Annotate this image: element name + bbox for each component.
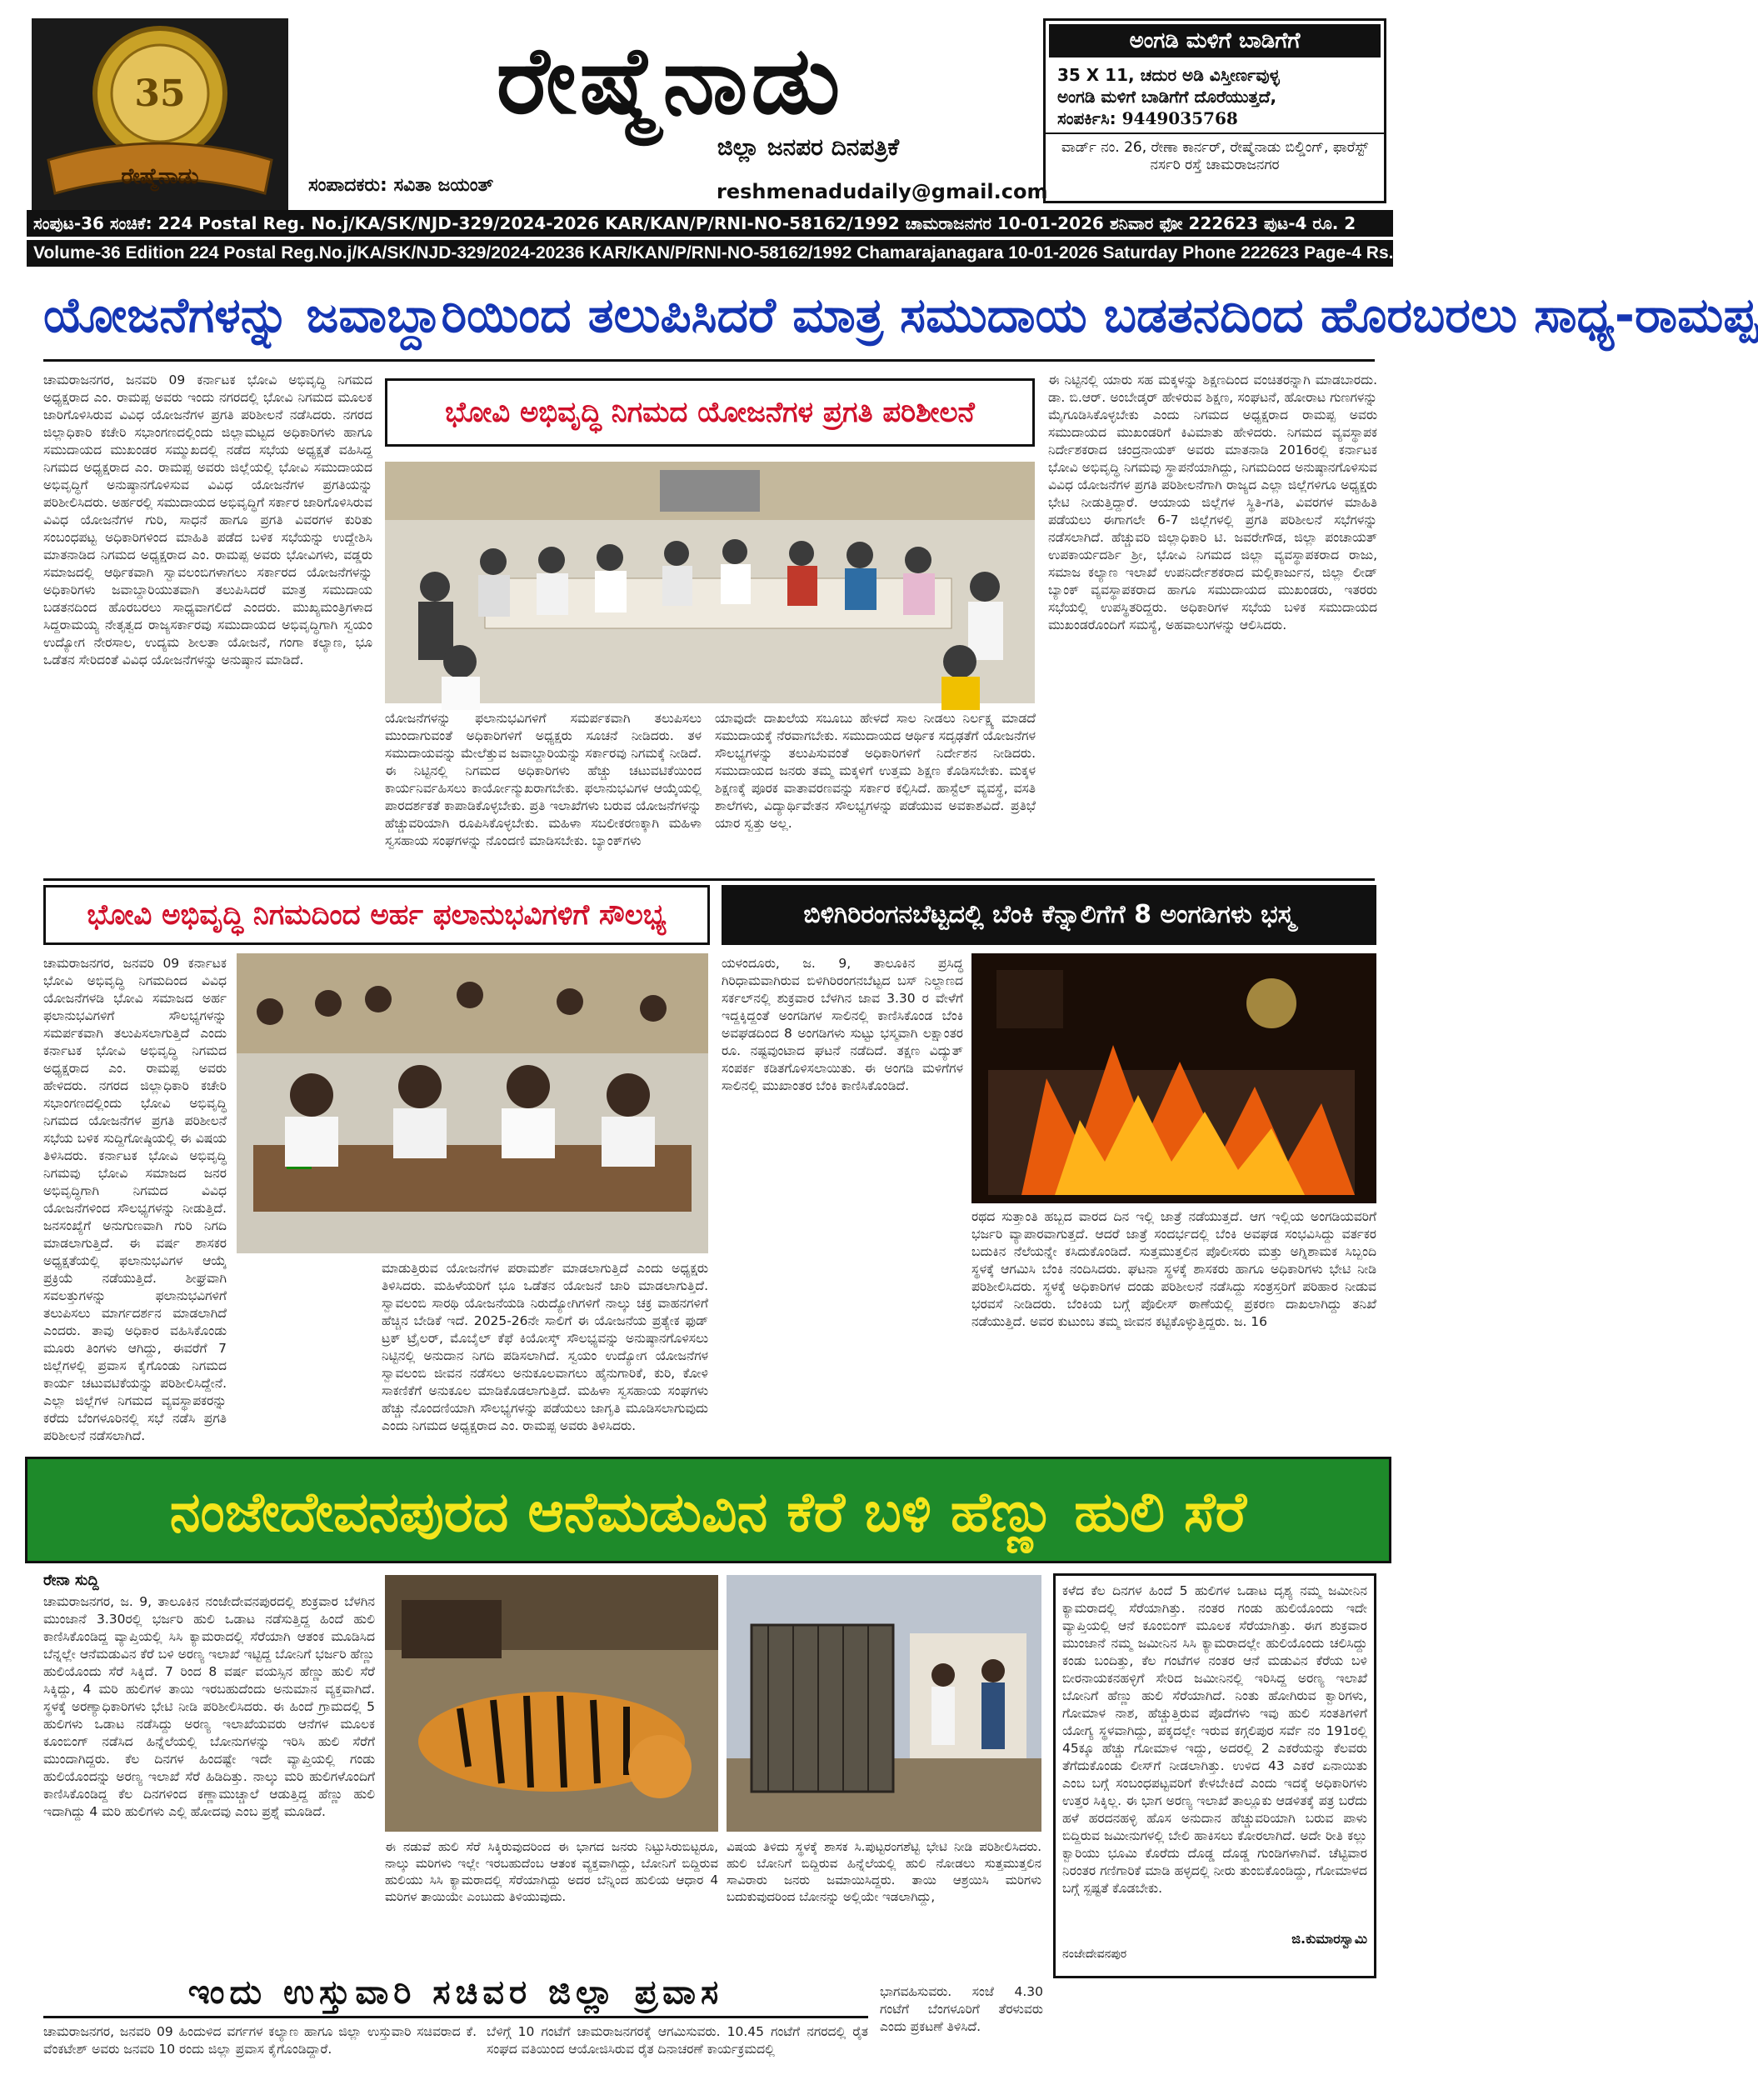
cage-transport-photo: [727, 1575, 1041, 1832]
ad-contact-row: [1057, 108, 1372, 129]
ad-line-2: ಅಂಗಡಿ ಮಳಿಗೆ ಬಾಡಿಗೆಗೆ ದೊರೆಯುತ್ತದೆ,: [1057, 87, 1277, 107]
meeting-photo: [385, 462, 1035, 703]
ad-line-1: 35 X 11, ಚದುರ ಅಡಿ ವಿಸ್ತೀರ್ಣವುಳ್ಳ: [1057, 65, 1280, 85]
emblem-ribbon-text: ರೇಷ್ಮೆನಾಡು: [121, 164, 199, 189]
story2-headline: ಭೋವಿ ಅಭಿವೃದ್ಧಿ ನಿಗಮದಿಂದ ಅರ್ಹ ಫಲಾನುಭವಿಗಳಿಗೆ ಸೌಲಭ್ಯ: [43, 885, 710, 945]
story3-headline: ಬಿಳಿಗಿರಿರಂಗನಬೆಟ್ಟದಲ್ಲಿ ಬೆಂಕಿ ಕೆನ್ನಾಲಿಗೆಗೆ 8 ಅಂಗಡಿಗಳು ಭಸ್ಮ: [722, 885, 1376, 945]
ad-contact-label: ಸಂಪರ್ಕಿಸಿ:: [1057, 108, 1116, 128]
lead-subheadline: ಭೋವಿ ಅಭಿವೃದ್ಧಿ ನಿಗಮದ ಯೋಜನೆಗಳ ಪ್ರಗತಿ ಪರಿಶೀಲನೆ: [385, 378, 1035, 447]
tiger-caption-2: ವಿಷಯ ತಿಳಿದು ಸ್ಥಳಕ್ಕೆ ಶಾಸಕ ಸಿ.ಪುಟ್ಟರಂಗಶೆಟ್ಟಿ ಭೇಟಿ ನೀಡಿ ಪರಿಶೀಲಿಸಿದರು. ಹುಲಿ ಬೋನಿಗೆ ಬಿದ್ದಿರುವ ಹಿನ್ನೆಲೆಯಲ್ಲಿ ಹುಲಿ ನೋಡಲು ಸುತ್ತಮುತ್ತಲಿನ ಸಾವಿರಾರು ಜನರು ಜಮಾಯಿಸಿದ್ದರು. ತಾಯಿ ಆಶ್ರಯಿಸಿ ಮರಿಗಳು ಬದುಕುವುದರಿಂದ ಬೋನನ್ನು ಅಲ್ಲಿಯೇ ಇಡಲಾಗಿದ್ದು,: [727, 1839, 1041, 1904]
minister-visit-headline: ಇಂದು ಉಸ್ತುವಾರಿ ಸಚಿವರ ಜಿಲ್ಲಾ ಪ್ರವಾಸ: [43, 1967, 868, 2018]
story2-column-2: ಮಾಡುತ್ತಿರುವ ಯೋಜನೆಗಳ ಪರಾಮರ್ಶೆ ಮಾಡಲಾಗುತ್ತಿದೆ ಎಂದು ಅಧ್ಯಕ್ಷರು ತಿಳಿಸಿದರು. ಮಹಿಳೆಯರಿಗೆ ಭೂ ಒಡೆತನ ಯೋಜನೆ ಜಾರಿ ಮಾಡಲಾಗುತ್ತಿದೆ. ಸ್ವಾವಲಂಬಿ ಸಾರಥಿ ಯೋಜನೆಯಡಿ ನಿರುದ್ಯೋಗಿಗಳಿಗೆ ನಾಲ್ಕು ಚಕ್ರ ವಾಹನಗಳಿಗೆ ಹೆಚ್ಚಿನ ಬೇಡಿಕೆ ಇದೆ. 2025-26ನೇ ಸಾಲಿಗೆ ಈ ಯೋಜನೆಯ ಪ್ರತ್ಯೇಕ ಫುಡ್ ಟ್ರಕ್ ಟ್ರೈಲರ್, ಮೊಬೈಲ್ ಕೆಫೆ ಕಿಯೋಸ್ಕ್ ಸೌಲಭ್ಯವನ್ನು ಅನುಷ್ಠಾನಗೊಳಿಸಲು ನಿಟ್ಟಿನಲ್ಲಿ ಅನುದಾನ ನಿಗದಿ ಪಡಿಸಲಾಗಿದೆ. ಸ್ವಯಂ ಉದ್ಯೋಗ ಯೋಜನೆಗಳ ಸ್ವಾವಲಂಬಿ ಜೀವನ ನಡೆಸಲು ಅನುಕೂಲವಾಗಲು ಹೈನುಗಾರಿಕೆ, ಕುರಿ, ಕೋಳಿ ಸಾಕಣಿಕೆಗೆ ಅನುಕೂಲ ಮಾಡಿಕೊಡಲಾಗುತ್ತಿದೆ. ಮಹಿಳಾ ಸ್ವಸಹಾಯ ಸಂಘಗಳು ಹೆಚ್ಚು ನೊಂದಣಿಯಾಗಿ ಸೌಲಭ್ಯಗಳನ್ನು ಪಡೆಯಲು ಜಾಗೃತಿ ಮೂಡಿಸಲಾಗುವುದು ಎಂದು ನಿಗಮದ ಅಧ್ಯಕ್ಷರಾದ ಎಂ. ರಾಮಪ್ಪ ಅವರು ತಿಳಿಸಿದರು.: [382, 1261, 708, 1433]
masthead-title: ರೇಷ್ಮೆನಾಡು: [496, 26, 844, 135]
story3-column-2: ರಥದ ಸುತ್ತಾಂತಿ ಹಬ್ಬದ ವಾರದ ದಿನ ಇಲ್ಲಿ ಜಾತ್ರೆ ನಡೆಯುತ್ತದೆ. ಆಗ ಇಲ್ಲಿಯ ಅಂಗಡಿಯವರಿಗೆ ಭರ್ಜರಿ ವ್ಯಾಪಾರವಾಗುತ್ತದೆ. ಆದರೆ ಜಾತ್ರೆ ಸಂದರ್ಭದಲ್ಲಿ ಬೆಂಕಿ ಅವಘಡ ಸಂಭವಿಸಿದ್ದು ವರ್ತಕರ ಬದುಕಿನ ನೆಲೆಯನ್ನೇ ಕಸಿದುಕೊಂಡಿದೆ. ಸುತ್ತಮುತ್ತಲಿನ ಪೊಲೀಸರು ಮತ್ತು ಅಗ್ನಿಶಾಮಕ ಸಿಬ್ಬಂದಿ ಸ್ಥಳಕ್ಕೆ ಆಗಮಿಸಿ ಬೆಂಕಿ ನಂದಿಸಿದರು. ಘಟನಾ ಸ್ಥಳಕ್ಕೆ ಶಾಸಕರು ಹಾಗೂ ಅಧಿಕಾರಿಗಳು ಭೇಟಿ ನೀಡಿ ಪರಿಶೀಲಿಸಿದರು. ಸ್ಥಳಕ್ಕೆ ಅಧಿಕಾರಿಗಳ ದಂಡು ಪರಿಶೀಲನೆ ನಡೆಸಿದ್ದು ಸಂತ್ರಸ್ತರಿಗೆ ಪರಿಹಾರ ನೀಡುವ ಭರವಸೆ ನೀಡಿದರು. ಬೆಂಕಿಯ ಬಗ್ಗೆ ಪೊಲೀಸ್ ಠಾಣೆಯಲ್ಲಿ ಪ್ರಕರಣ ದಾಖಲಾಗಿದ್ದು ತನಿಖೆ ನಡೆಯುತ್ತಿದೆ. ಅವರ ಕುಟುಂಬ ತಮ್ಮ ಜೀವನ ಕಟ್ಟಿಕೊಳ್ಳುತ್ತಿದ್ದರು. ಜ. 16: [971, 1209, 1376, 1329]
ad-phone[interactable]: 9449035768: [1121, 108, 1238, 128]
lead-column-4: ಈ ನಿಟ್ಟಿನಲ್ಲಿ ಯಾರು ಸಹ ಮಕ್ಕಳನ್ನು ಶಿಕ್ಷಣದಿಂದ ವಂಚಿತರನ್ನಾಗಿ ಮಾಡಬಾರದು. ಡಾ. ಬಿ.ಆರ್. ಅಂಬೇಡ್ಕರ್ ಹೇಳಿರುವ ಶಿಕ್ಷಣ, ಸಂಘಟನೆ, ಹೋರಾಟ ಗುಣಗಳನ್ನು ಮೈಗೂಡಿಸಿಕೊಳ್ಳಬೇಕು ಎಂದು ನಿಗಮದ ಅಧ್ಯಕ್ಷರಾದ ರಾಮಪ್ಪ ಅವರು ಸಮುದಾಯದ ಮುಖಂಡರಿಗೆ ಕಿವಿಮಾತು ಹೇಳಿದರು. ನಿಗಮದ ವ್ಯವಸ್ಥಾಪಕ ನಿರ್ದೇಶಕರಾದ ಚಂದ್ರನಾಯಕ್ ಅವರು ಮಾತನಾಡಿ 2016ರಲ್ಲಿ ಕರ್ನಾಟಕ ಭೋವಿ ಅಭಿವೃದ್ಧಿ ನಿಗಮವು ಸ್ಥಾಪನೆಯಾಗಿದ್ದು, ನಿಗಮದಿಂದ ಅನುಷ್ಠಾನಗೊಳಿಸುವ ವಿವಿಧ ಯೋಜನೆಗಳ ಪ್ರಗತಿ ಪರಿಶೀಲನೆಗಾಗಿ ರಾಜ್ಯದ ಎಲ್ಲಾ ಜಿಲ್ಲೆಗಳಿಗೂ ಅಧ್ಯಕ್ಷರು ಭೇಟಿ ನೀಡುತ್ತಿದ್ದಾರೆ. ಆಯಾಯ ಜಿಲ್ಲೆಗಳ ಸ್ಥಿತಿ-ಗತಿ, ವಿವರಗಳ ಮಾಹಿತಿ ಪಡೆಯಲು ಈಗಾಗಲೇ 6-7 ಜಿಲ್ಲೆಗಳಲ್ಲಿ ಪ್ರಗತಿ ಪರಿಶೀಲನೆ ಸಭೆಗಳನ್ನು ನಡೆಸಲಾಗಿದೆ. ಹೆಚ್ಚುವರಿ ಜಿಲ್ಲಾಧಿಕಾರಿ ಟಿ. ಜವರೇಗೌಡ, ಜಿಲ್ಲಾ ಪಂಚಾಯತ್ ಉಪಕಾರ್ಯದರ್ಶಿ ಶ್ರೀ, ಭೋವಿ ನಿಗಮದ ಜಿಲ್ಲಾ ವ್ಯವಸ್ಥಾಪಕರಾದ ರಾಜು, ಸಮಾಜ ಕಲ್ಯಾಣ ಇಲಾಖೆ ಉಪನಿರ್ದೇಶಕರಾದ ಮಲ್ಲಿಕಾರ್ಜುನ, ಜಿಲ್ಲಾ ಲೀಡ್ ಬ್ಯಾಂಕ್ ವ್ಯವಸ್ಥಾಪಕರಾದ ಹಾಗೂ ಸಮುದಾಯದ ಮುಖಂಡರು, ಇತರರು ಸಭೆಯಲ್ಲಿ ಉಪಸ್ಥಿತರಿದ್ದರು. ಅಧಿಕಾರಿಗಳ ಸಭೆಯ ಬಳಿಕ ಸಮುದಾಯದ ಮುಖಂಡರೊಂದಿಗೆ ಸಮಸ್ಯೆ, ಅಹವಾಲುಗಳನ್ನು ಆಲಿಸಿದರು.: [1048, 372, 1377, 632]
story2-column-1a: ಚಾಮರಾಜನಗರ, ಜನವರಿ 09 ಕರ್ನಾಟಕ ಭೋವಿ ಅಭಿವೃದ್ಧಿ ನಿಗಮದಿಂದ ವಿವಿಧ ಯೋಜನೆಗಳಡಿ ಭೋವಿ ಸಮಾಜದ ಅರ್ಹ ಫಲಾನುಭವಿಗಳಿಗೆ ಸೌಲಭ್ಯಗಳನ್ನು ಸಮರ್ಪಕವಾಗಿ ತಲುಪಿಸಲಾಗುತ್ತಿದೆ ಎಂದು ಕರ್ನಾಟಕ ಭೋವಿ ಅಭಿವೃದ್ಧಿ ನಿಗಮದ ಅಧ್ಯಕ್ಷರಾದ ಎಂ. ರಾಮಪ್ಪ ಅವರು ಹೇಳಿದರು. ನಗರದ ಜಿಲ್ಲಾಧಿಕಾರಿ ಕಚೇರಿ ಸಭಾಂಗಣದಲ್ಲಿಂದು ಭೋವಿ ಅಭಿವೃದ್ಧಿ ನಿಗಮದ ಯೋಜನೆಗಳ ಪ್ರಗತಿ ಪರಿಶೀಲನೆ ಸಭೆಯ ಬಳಿಕ ಸುದ್ದಿಗೋಷ್ಠಿಯಲ್ಲಿ ಈ ವಿಷಯ ತಿಳಿಸಿದರು. ಕರ್ನಾಟಕ ಭೋವಿ ಅಭಿವೃದ್ಧಿ ನಿಗಮವು ಭೋವಿ ಸಮಾಜದ ಜನರ ಅಭಿವೃದ್ಧಿಗಾಗಿ ನಿಗಮದ ವಿವಿಧ ಯೋಜನೆಗಳಿಂದ ಸೌಲಭ್ಯಗಳನ್ನು ನೀಡುತ್ತಿದೆ. ಜನಸಂಖ್ಯೆಗೆ ಅನುಗುಣವಾಗಿ ಗುರಿ ನಿಗದಿ ಮಾಡಲಾಗುತ್ತಿದೆ. ಈ ವರ್ಷ ಶಾಸಕರ ಅಧ್ಯಕ್ಷತೆಯಲ್ಲಿ ಫಲಾನುಭವಿಗಳ ಆಯ್ಕೆ ಪ್ರಕ್ರಿಯೆ ನಡೆಯುತ್ತಿದೆ. ಶೀಘ್ರವಾಗಿ ಸವಲತ್ತುಗಳನ್ನು ಫಲಾನುಭವಿಗಳಿಗೆ ತಲುಪಿಸಲು ಮಾರ್ಗದರ್ಶನ ಮಾಡಲಾಗಿದೆ ಎಂದರು. ತಾವು ಅಧಿಕಾರ ವಹಿಸಿಕೊಂಡು ಮೂರು ತಿಂಗಳು ಆಗಿದ್ದು, ಈವರೆಗೆ 7 ಜಿಲ್ಲೆಗಳಲ್ಲಿ ಪ್ರವಾಸ ಕೈಗೊಂಡು ನಿಗಮದ ಕಾರ್ಯ ಚಟುವಟಿಕೆಯನ್ನು ಪರಿಶೀಲಿಸಿದ್ದೇನೆ. ಎಲ್ಲಾ ಜಿಲ್ಲೆಗಳ ನಿಗಮದ ವ್ಯವಸ್ಥಾಪಕರನ್ನು ಕರೆದು ಬೆಂಗಳೂರಿನಲ್ಲಿ ಸಭೆ ನಡೆಸಿ ಪ್ರಗತಿ ಪರಿಶೀಲನೆ ನಡೆಸಲಾಗಿದೆ.: [43, 956, 227, 1443]
emblem-graphic: [32, 18, 288, 212]
tiger-byline: ರೇನಾ ಸುದ್ದಿ: [43, 1572, 99, 1589]
meeting-photo-graphic: [385, 462, 1035, 703]
tiger-sidebar-box: [1053, 1573, 1376, 1978]
tiger-caption-1: ಈ ನಡುವೆ ಹುಲಿ ಸೆರೆ ಸಿಕ್ಕಿರುವುದರಿಂದ ಈ ಭಾಗದ ಜನರು ನಿಟ್ಟುಸಿರುಬಿಟ್ಟರೂ, ನಾಲ್ಕು ಮರಿಗಳು ಇಲ್ಲೇ ಇರಬಹುದೆಂಬ ಆತಂಕ ವ್ಯಕ್ತವಾಗಿದ್ದು, ಬೋನಿಗೆ ಬಿದ್ದಿರುವ ಹುಲಿಯು ಸಿಸಿ ಕ್ಯಾಮರಾದಲ್ಲಿ ಸೆರೆಯಾಗಿದ್ದು ಅದರ ಬೆನ್ನಿಂದ ಹುಲಿಯ ಆಧಾರ 4 ಮರಿಗಳ ತಾಯಿಯೇ ಎಂಬುದು ತಿಳಿಯುವುದು.: [385, 1839, 718, 1904]
minister-visit-column-1: ಚಾಮರಾಜನಗರ, ಜನವರಿ 09 ಹಿಂದುಳಿದ ವರ್ಗಗಳ ಕಲ್ಯಾಣ ಹಾಗೂ ಜಿಲ್ಲಾ ಉಸ್ತುವಾರಿ ಸಚಿವರಾದ ಕೆ. ವೆಂಕಟೇಶ್ ಅವರು ಜನವರಿ 10 ರಂದು ಜಿಲ್ಲಾ ಪ್ರವಾಸ ಕೈಗೊಂಡಿದ್ದಾರೆ.: [43, 2024, 477, 2057]
classified-ad-box: [1043, 18, 1386, 203]
info-bar-english: Volume-36 Edition 224 Postal Reg.No.j/KA/SK/NJD-329/2024-20236 KAR/KAN/P/RNI-NO-58162/1992 Chamarajanagara 10-01-2026 Saturday Phone 222623 Page-4 Rs.2: [27, 240, 1393, 267]
story2-column-1b: [43, 1258, 368, 1448]
info-bar-kannada: ಸಂಪುಟ-36 ಸಂಚಿಕೆ: 224 Postal Reg. No.j/KA/SK/NJD-329/2024-2026 KAR/KAN/P/RNI-NO-58162/1992 ಚಾಮರಾಜನಗರ 10-01-2026 ಶನಿವಾರ ಫೋ 222623 ಪುಟ-4 ರೂ. 2: [27, 210, 1393, 237]
press-meet-photo: [237, 953, 708, 1253]
press-meet-photo-graphic: [237, 953, 708, 1253]
section-divider: [43, 878, 1375, 881]
lead-column-2: ಯೋಜನೆಗಳನ್ನು ಫಲಾನುಭವಿಗಳಿಗೆ ಸಮರ್ಪಕವಾಗಿ ತಲುಪಿಸಲು ಮುಂದಾಗುವಂತೆ ಅಧಿಕಾರಿಗಳಿಗೆ ಅಧ್ಯಕ್ಷರು ಸೂಚನೆ ನೀಡಿದರು. ತಳ ಸಮುದಾಯವನ್ನು ಮೇಲೆತ್ತುವ ಜವಾಬ್ದಾರಿಯನ್ನು ಸರ್ಕಾರವು ನಿಗಮಕ್ಕೆ ನೀಡಿದೆ. ಈ ನಿಟ್ಟಿನಲ್ಲಿ ನಿಗಮದ ಅಧಿಕಾರಿಗಳು ಹೆಚ್ಚು ಚಟುವಟಿಕೆಯಿಂದ ಕಾರ್ಯನಿರ್ವಹಿಸಲು ಕಾರ್ಯೋನ್ಮುಖರಾಗಬೇಕು. ಫಲಾನುಭವಿಗಳ ಆಯ್ಕೆಯಲ್ಲಿ ಪಾರದರ್ಶಕತೆ ಕಾಪಾಡಿಕೊಳ್ಳಬೇಕು. ಪ್ರತಿ ಇಲಾಖೆಗಳು ಬರುವ ಯೋಜನೆಗಳನ್ನು ಹೆಚ್ಚುವರಿಯಾಗಿ ರೂಪಿಸಿಕೊಳ್ಳಬೇಕು. ಮಹಿಳಾ ಸಬಲೀಕರಣಕ್ಕಾಗಿ ಮಹಿಳಾ ಸ್ವಸಹಾಯ ಸಂಘಗಳನ್ನು ನೊಂದಣಿ ಮಾಡಿಸಬೇಕು. ಬ್ಯಾಂಕ್‌ಗಳು: [385, 711, 702, 848]
tiger-headline: ನಂಜೇದೇವನಪುರದ ಆನೆಮಡುವಿನ ಕೆರೆ ಬಳಿ ಹೆಣ್ಣು ಹುಲಿ ಸೆರೆ: [25, 1457, 1391, 1563]
masthead-tagline: ಜಿಲ್ಲಾ ಜನಪರ ದಿನಪತ್ರಿಕೆ: [717, 133, 900, 161]
captured-tiger-photo: [385, 1575, 718, 1832]
fire-photo-graphic: [971, 953, 1376, 1203]
sidebar-signature: ಜಿ.ಕುಮಾರಸ್ವಾಮಿ: [1291, 1931, 1367, 1947]
lead-column-1: ಚಾಮರಾಜನಗರ, ಜನವರಿ 09 ಕರ್ನಾಟಕ ಭೋವಿ ಅಭಿವೃದ್ಧಿ ನಿಗಮದ ಅಧ್ಯಕ್ಷರಾದ ಎಂ. ರಾಮಪ್ಪ ಅವರು ಇಂದು ನಗರದಲ್ಲಿ ಭೋವಿ ನಿಗಮದ ಮೂಲಕ ಜಾರಿಗೊಳಿಸಿರುವ ವಿವಿಧ ಯೋಜನೆಗಳ ಪ್ರಗತಿ ಪರಿಶೀಲನೆ ನಡೆಸಿದರು. ನಗರದ ಜಿಲ್ಲಾಧಿಕಾರಿ ಕಚೇರಿ ಸಭಾಂಗಣದಲ್ಲಿಂದು ಜಿಲ್ಲಾಮಟ್ಟದ ಅಧಿಕಾರಿಗಳು ಹಾಗೂ ಸಮುದಾಯದ ಮುಖಂಡರ ಸಮ್ಮುಖದಲ್ಲಿ ನಡೆದ ಸಭೆಯ ಅಧ್ಯಕ್ಷತೆ ವಹಿಸಿದ್ದ ನಿಗಮದ ಅಧ್ಯಕ್ಷರಾದ ಎಂ. ರಾಮಪ್ಪ ಅವರು ಜಿಲ್ಲೆಯಲ್ಲಿ ಭೋವಿ ಸಮುದಾಯದ ಅಭಿವೃದ್ಧಿಗೆ ಅನುಷ್ಠಾನಗೊಳಿಸುವ ವಿವಿಧ ಯೋಜನೆಗಳ ಪ್ರಗತಿಯನ್ನು ಪರಿಶೀಲಿಸಿದರು. ಅರ್ಹರಲ್ಲಿ ಸಮುದಾಯದ ಅಭಿವೃದ್ಧಿಗೆ ಸರ್ಕಾರ ಜಾರಿಗೊಳಿಸಿರುವ ವಿವಿಧ ಯೋಜನೆಗಳ ಗುರಿ, ಸಾಧನೆ ಹಾಗೂ ಪ್ರಗತಿ ವಿವರಗಳ ಕುರಿತು ಸಂಬಂಧಪಟ್ಟ ಅಧಿಕಾರಿಗಳಿಂದ ಮಾಹಿತಿ ಪಡೆದ ಬಳಿಕ ಸಭೆಯನ್ನು ಉದ್ದೇಶಿಸಿ ಮಾತನಾಡಿದ ನಿಗಮದ ಅಧ್ಯಕ್ಷರಾದ ಎಂ. ರಾಮಪ್ಪ ಅವರು ಭೋವಿಗಳು, ವಡ್ಡರು ಸಮಾಜದಲ್ಲಿ ಆರ್ಥಿಕವಾಗಿ ಸ್ವಾವಲಂಬಿಗಳಾಗಲು ಸರ್ಕಾರದ ಯೋಜನೆಗಳನ್ನು ಅಧಿಕಾರಿಗಳು ಜವಾಬ್ದಾರಿಯುತವಾಗಿ ತಲುಪಿಸಿದರೆ ಮಾತ್ರ ಸಮುದಾಯ ಬಡತನದಿಂದ ಹೊರಬರಲು ಸಾಧ್ಯವಾಗಲಿದೆ ಎಂದರು. ಮುಖ್ಯಮಂತ್ರಿಗಳಾದ ಸಿದ್ದರಾಮಯ್ಯ ನೇತೃತ್ವದ ರಾಜ್ಯಸರ್ಕಾರವು ಸಮುದಾಯದ ಅಭಿವೃದ್ಧಿಗಾಗಿ ಸ್ವಯಂ ಉದ್ಯೋಗ ನೇರಸಾಲ, ಉದ್ಯಮ ಶೀಲತಾ ಯೋಜನೆ, ಗಂಗಾ ಕಲ್ಯಾಣ, ಭೂ ಒಡೆತನ ಸೇರಿದಂತೆ ವಿವಿಧ ಯೋಜನೆಗಳನ್ನು ಅನುಷ್ಠಾನ ಮಾಡಿದೆ.: [43, 372, 372, 668]
emblem-number: 35: [134, 72, 186, 115]
cage-photo-graphic: [727, 1575, 1041, 1832]
lead-headline: ಯೋಜನೆಗಳನ್ನು ಜವಾಬ್ದಾರಿಯಿಂದ ತಲುಪಿಸಿದರೆ ಮಾತ್ರ ಸಮುದಾಯ ಬಡತನದಿಂದ ಹೊರಬರಲು ಸಾಧ್ಯ-ರಾಮಪ್ಪ: [43, 268, 1375, 362]
tiger-sidebar-text: ಕಳೆದ ಕೆಲ ದಿನಗಳ ಹಿಂದೆ 5 ಹುಲಿಗಳ ಒಡಾಟ ದೃಶ್ಯ ನಮ್ಮ ಜಮೀನಿನ ಕ್ಯಾಮರಾದಲ್ಲಿ ಸೆರೆಯಾಗಿತ್ತು. ನಂತರ ಗಂಡು ಹುಲಿಯೊಂದು ಇದೇ ವ್ಯಾಪ್ತಿಯಲ್ಲಿ ಆನೆ ಕೂಂಬಿಂಗ್ ಮೂಲಕ ಸೆರೆಯಾಗಿತ್ತು. ಈಗ ಶುಕ್ರವಾರ ಮುಂಜಾನೆ ನಮ್ಮ ಜಮೀನಿನ ಸಿಸಿ ಕ್ಯಾಮರಾದಲ್ಲೇ ಹುಲಿಯೊಂದು ಚಲಿಸಿದ್ದು ಕಂಡು ಬಂದಿತ್ತು, ಕೆಲ ಗಂಟೆಗಳ ನಂತರ ಆನೆ ಮಡುವಿನ ಕೆರೆಯ ಬಳಿ ಬೀರನಾಯಕನಹಳ್ಳಿಗೆ ಸೇರಿದ ಜಮೀನಿನಲ್ಲಿ ಇರಿಸಿದ್ದ ಅರಣ್ಯ ಇಲಾಖೆ ಬೋನಿಗೆ ಹೆಣ್ಣು ಹುಲಿ ಸೆರೆಯಾಗಿದೆ. ನಿಂತು ಹೋಗಿರುವ ಕ್ವಾರಿಗಳು, ಗೋಮಾಳ ನಾಶ, ಹೆಚ್ಚುತ್ತಿರುವ ಪೊದೆಗಳು ಇವು ಹುಲಿ ಸಂತತಿಗಳಿಗೆ ಯೋಗ್ಯ ಸ್ಥಳವಾಗಿದ್ದು, ಪಕ್ಕದಲ್ಲೇ ಇರುವ ಕಗ್ಗಲಿಪುರ ಸರ್ವೆ ನಂ 191ರಲ್ಲಿ 45ಕ್ಕೂ ಹೆಚ್ಚು ಗೋಮಾಳ ಇದ್ದು, ಅದರಲ್ಲಿ 2 ಎಕರೆಯನ್ನು ಕೆಲವರು ತೆಗೆದುಕೊಂಡು ಲೀಸ್‌ಗೆ ನೀಡಲಾಗಿತ್ತು. ಉಳಿದ 43 ಎಕರೆ ಏನಾಯಿತು ಎಂಬ ಬಗ್ಗೆ ಸಂಬಂಧಪಟ್ಟವರಿಗೆ ಕೇಳಬೇಕಿದೆ ಎಂದು ಇದಕ್ಕೆ ಅಧಿಕಾರಿಗಳು ಉತ್ತರ ಸಿಕ್ಕಿಲ್ಲ. ಈ ಭಾಗ ಅರಣ್ಯ ಇಲಾಖೆ ತಾಲ್ಲೂಕು ಆಡಳಿತಕ್ಕೆ ಪತ್ರ ಬರೆದು ಹಳೆ ಹರದನಹಳ್ಳಿ ಹೊಸ ಅನುದಾನ ಹೆಚ್ಚುವರಿಯಾಗಿ ಬರುವ ಪಾಳು ಬಿದ್ದಿರುವ ಜಮೀನುಗಳಲ್ಲಿ ಬೇಲಿ ಹಾಕಿಸಲು ಕೋರಲಾಗಿದೆ. ಅದೇ ರೀತಿ ಕಲ್ಲು ಕ್ವಾರಿಯು ಭೂಮಿ ಕೊರೆದು ದೊಡ್ಡ ದೊಡ್ಡ ಗುಂಡಿಗಳಾಗಿವೆ. ಚೆಟ್ಟಿವಾರ ನಿರಂತರ ಗಣಿಗಾರಿಕೆ ಮಾಡಿ ಹಳ್ಳದಲ್ಲಿ ನೀರು ತುಂಬಿಕೊಂಡಿದ್ದು, ಗೋಮಾಳದ ಬಗ್ಗೆ ಸ್ಪಷ್ಟತೆ ಕೊಡಬೇಕು.: [1062, 1583, 1367, 1896]
story3-column-1: ಯಳಂದೂರು, ಜ. 9, ತಾಲೂಕಿನ ಪ್ರಸಿದ್ಧ ಗಿರಿಧಾಮವಾಗಿರುವ ಬಿಳಿಗಿರಿರಂಗನಬೆಟ್ಟದ ಬಸ್ ನಿಲ್ದಾಣದ ಸರ್ಕಲ್‌ನಲ್ಲಿ ಶುಕ್ರವಾರ ಬೆಳಗಿನ ಜಾವ 3.30 ರ ವೇಳೆಗೆ ಇದ್ದಕ್ಕಿದ್ದಂತೆ ಅಂಗಡಿಗಳ ಸಾಲಿನಲ್ಲಿ ಕಾಣಿಸಿಕೊಂಡ ಬೆಂಕಿ ಅವಘಡದಿಂದ 8 ಅಂಗಡಿಗಳು ಸುಟ್ಟು ಭಸ್ಮವಾಗಿ ಲಕ್ಷಾಂತರ ರೂ. ನಷ್ಟವುಂಟಾದ ಘಟನೆ ನಡೆದಿದೆ. ತಕ್ಷಣ ವಿದ್ಯುತ್ ಸಂಪರ್ಕ ಕಡಿತಗೊಳಿಸಲಾಯಿತು. ಈ ಅಂಗಡಿ ಮಳಿಗೆಗಳ ಸಾಲಿನಲ್ಲಿ ಮುಖಾಂತರ ಬೆಂಕಿ ಕಾಣಿಸಿಕೊಂಡಿದೆ.: [722, 956, 963, 1093]
sidebar-signature-place: ನಂಜೇದೇವನಪುರ: [1062, 1948, 1127, 1961]
lead-column-3: ಯಾವುದೇ ದಾಖಲೆಯ ಸಬೂಬು ಹೇಳದೆ ಸಾಲ ನೀಡಲು ನಿರ್ಲಕ್ಷ್ಯ ಮಾಡದೆ ಸಮುದಾಯಕ್ಕೆ ನೆರವಾಗಬೇಕು. ಸಮುದಾಯದ ಆರ್ಥಿಕ ಸದೃಢತೆಗೆ ಯೋಜನೆಗಳ ಸೌಲಭ್ಯಗಳನ್ನು ತಲುಪಿಸುವಂತೆ ಅಧಿಕಾರಿಗಳಿಗೆ ನಿರ್ದೇಶನ ನೀಡಿದರು. ಸಮುದಾಯದ ಜನರು ತಮ್ಮ ಮಕ್ಕಳಿಗೆ ಉತ್ತಮ ಶಿಕ್ಷಣ ಕೊಡಿಸಬೇಕು. ಮಕ್ಕಳ ಶಿಕ್ಷಣಕ್ಕೆ ಪೂರಕ ವಾತಾವರಣವನ್ನು ಸರ್ಕಾರ ಕಲ್ಪಿಸಿದೆ. ಹಾಸ್ಟೆಲ್ ವ್ಯವಸ್ಥೆ, ವಸತಿ ಶಾಲೆಗಳು, ವಿದ್ಯಾರ್ಥಿವೇತನ ಸೌಲಭ್ಯಗಳನ್ನು ಪಡೆಯುವ ಅವಕಾಶವಿದೆ. ಪ್ರತಿಭೆ ಯಾರ ಸ್ವತ್ತು ಅಲ್ಲ.: [715, 711, 1036, 831]
newspaper-emblem: [32, 18, 288, 212]
ad-body: [1046, 61, 1384, 132]
contact-email[interactable]: reshmenadudaily@gmail.com: [717, 180, 1048, 203]
tiger-column-1: ಚಾಮರಾಜನಗರ, ಜ. 9, ತಾಲೂಕಿನ ನಂಜೇದೇವನಪುರದಲ್ಲಿ ಶುಕ್ರವಾರ ಬೆಳಗಿನ ಮುಂಜಾನೆ 3.30ರಲ್ಲಿ ಭರ್ಜರಿ ಹುಲಿ ಒಡಾಟ ನಡೆಸುತ್ತಿದ್ದ ಹಿಂದೆ ಹುಲಿ ಕಾಣಿಸಿಕೊಂಡಿದ್ದ ವ್ಯಾಪ್ತಿಯಲ್ಲಿ ಸಿಸಿ ಕ್ಯಾಮರಾದಲ್ಲಿ ಸೆರೆಯಾಗಿ ಆತಂಕ ಮೂಡಿಸಿದ ಬೆನ್ನಲ್ಲೇ ಆನೆಮಡುವಿನ ಕೆರೆ ಬಳಿ ಅರಣ್ಯ ಇಲಾಖೆ ಇಟ್ಟಿದ್ದ ಬೋನಿಗೆ ಭರ್ಜರಿ ಹೆಣ್ಣು ಹುಲಿಯೊಂದು ಸೆರೆ ಸಿಕ್ಕಿದೆ. 7 ರಿಂದ 8 ವರ್ಷ ವಯಸ್ಸಿನ ಹೆಣ್ಣು ಹುಲಿ ಸೆರೆ ಸಿಕ್ಕಿದ್ದು, 4 ಮರಿ ಹುಲಿಗಳ ತಾಯಿ ಇರಬಹುದೆಂದು ಅನುಮಾನ ವ್ಯಕ್ತವಾಗಿದೆ. ಸ್ಥಳಕ್ಕೆ ಅರಣ್ಯಾಧಿಕಾರಿಗಳು ಭೇಟಿ ನೀಡಿ ಪರಿಶೀಲಿಸಿದರು. ಈ ಹಿಂದೆ ಗ್ರಾಮದಲ್ಲಿ 5 ಹುಲಿಗಳು ಒಡಾಟ ನಡೆಸಿದ್ದು ಅರಣ್ಯ ಇಲಾಖೆಯವರು ಆನೆಗಳ ಮೂಲಕ ಕೂಂಬಿಂಗ್ ನಡೆಸಿದ ಹಿನ್ನೆಲೆಯಲ್ಲಿ ಬೋನುಗಳನ್ನು ಇರಿಸಿ ಹುಲಿ ಸೆರೆಗೆ ಮುಂದಾಗಿದ್ದರು. ಕೆಲ ದಿನಗಳ ಹಿಂದಷ್ಟೇ ಇದೇ ವ್ಯಾಪ್ತಿಯಲ್ಲಿ ಗಂಡು ಹುಲಿಯೊಂದನ್ನು ಅರಣ್ಯ ಇಲಾಖೆ ಸೆರೆ ಹಿಡಿದಿತ್ತು. ನಾಲ್ಕು ಮರಿ ಹುಲಿಗಳೊಂದಿಗೆ ಕಾಣಿಸಿಕೊಂಡಿದ್ದ ಕೆಲ ದಿನಗಳಿಂದ ಕಣ್ಣಾಮುಚ್ಚಾಲೆ ಆಡುತ್ತಿದ್ದ ಹೆಣ್ಣು ಹುಲಿ ಇದಾಗಿದ್ದು 4 ಮರಿ ಹುಲಿಗಳು ಎಲ್ಲಿ ಹೋದವು ಎಂಬ ಪ್ರಶ್ನೆ ಮೂಡಿದೆ.: [43, 1594, 375, 1819]
tiger-photo-graphic: [385, 1575, 718, 1832]
editor-credit: ಸಂಪಾದಕರು: ಸವಿತಾ ಜಯಂತ್: [308, 175, 494, 196]
ad-heading: ಅಂಗಡಿ ಮಳಿಗೆ ಬಾಡಿಗೆಗೆ: [1049, 24, 1381, 58]
ad-address: ವಾರ್ಡ್ ನಂ. 26, ರೇಣಾ ಕಾರ್ನರ್, ರೇಷ್ಮೆನಾಡು ಬಿಲ್ಡಿಂಗ್, ಫಾರೆಸ್ಟ್ ನರ್ಸರಿ ರಸ್ತೆ ಚಾಮರಾಜನಗರ: [1046, 132, 1384, 179]
minister-visit-column-2: ಬೆಳಿಗ್ಗೆ 10 ಗಂಟೆಗೆ ಚಾಮರಾಜನಗರಕ್ಕೆ ಆಗಮಿಸುವರು. 10.45 ಗಂಟೆಗೆ ನಗರದಲ್ಲಿ ರೈತ ಸಂಘದ ವತಿಯಿಂದ ಆಯೋಜಿಸಿರುವ ರೈತ ದಿನಾಚರಣೆ ಕಾರ್ಯಕ್ರಮದಲ್ಲಿ: [487, 2024, 868, 2057]
fire-photo: [971, 953, 1376, 1203]
minister-visit-column-3: ಭಾಗವಹಿಸುವರು. ಸಂಜೆ 4.30 ಗಂಟೆಗೆ ಬೆಂಗಳೂರಿಗೆ ತೆರಳುವರು ಎಂದು ಪ್ರಕಟಣೆ ತಿಳಿಸಿದೆ.: [880, 1984, 1043, 2034]
